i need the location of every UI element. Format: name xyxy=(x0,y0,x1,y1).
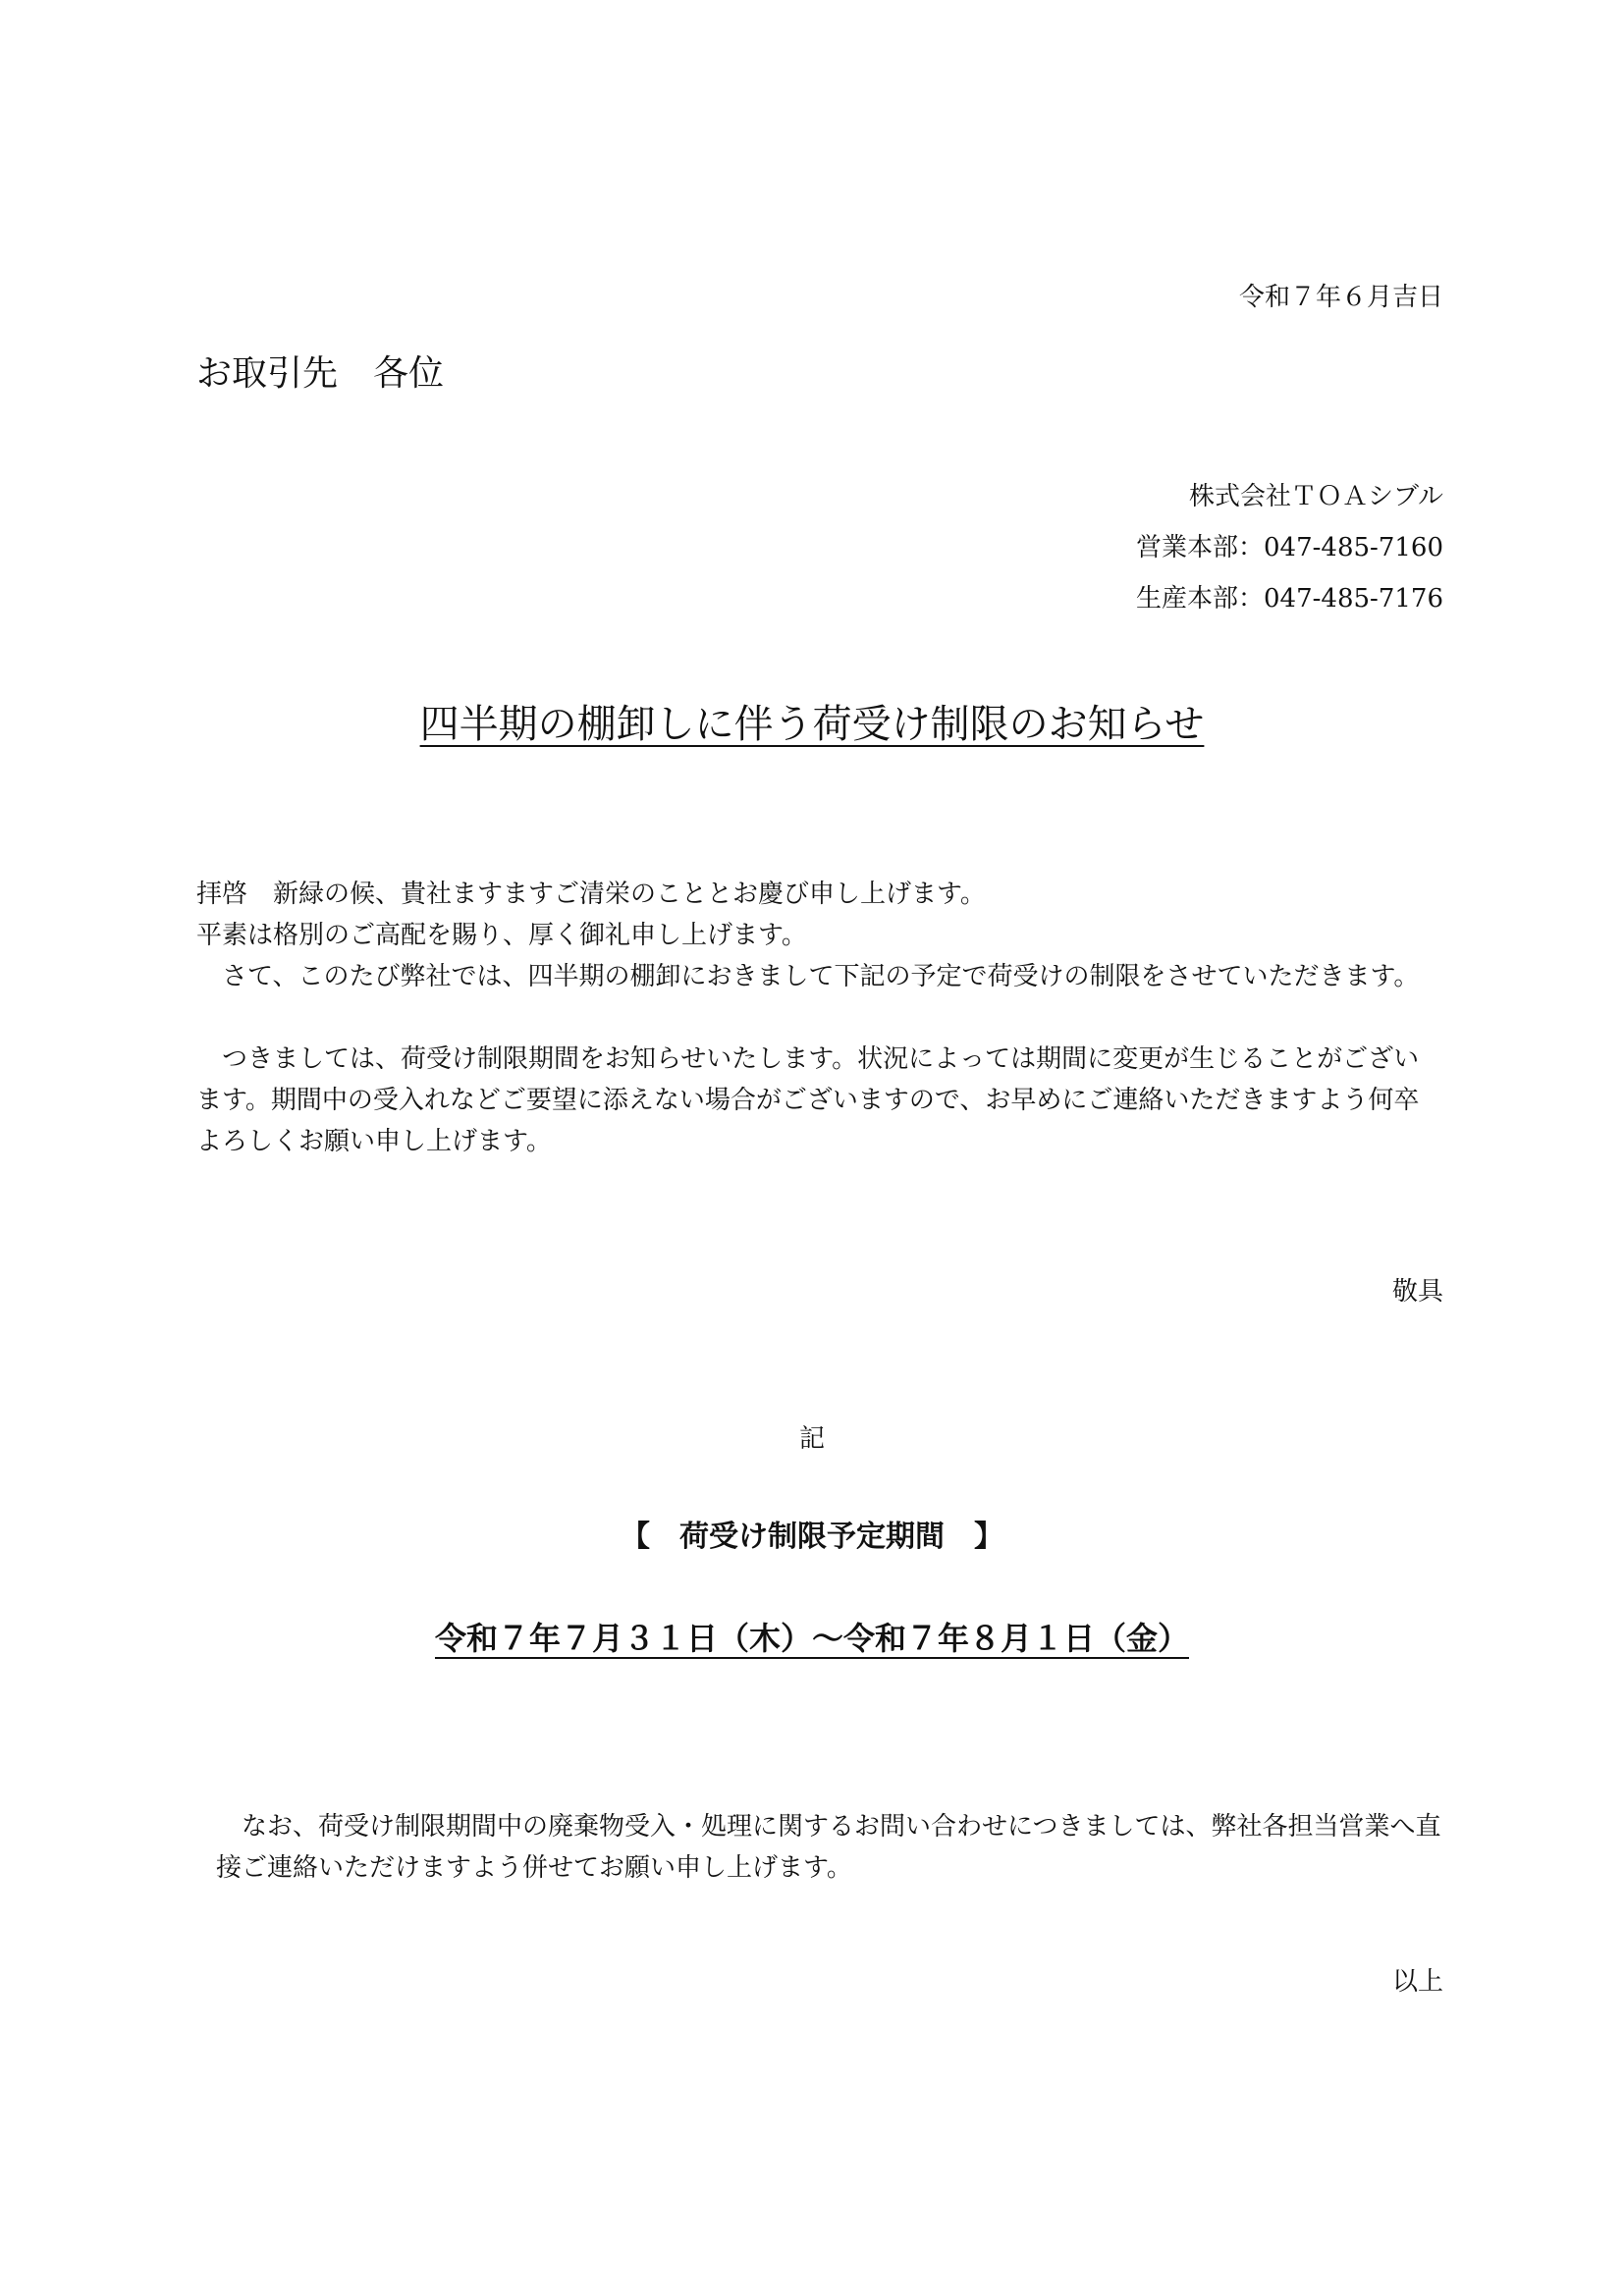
page-title-text: 四半期の棚卸しに伴う荷受け制限のお知らせ xyxy=(419,702,1205,747)
keigu-closing: 敬具 xyxy=(1391,1277,1443,1307)
letter-date: 令和７年６月吉日 xyxy=(1238,283,1443,312)
sender-company: 株式会社ＴＯＡシブル xyxy=(1189,482,1443,511)
ijou-closing: 以上 xyxy=(1391,1967,1443,1997)
body-paragraph-1: さて、このたび弊社では、四半期の棚卸におきまして下記の予定で荷受けの制限をさせていただきます。 xyxy=(222,962,1420,991)
sender-production-phone: 生産本部：047-485-7176 xyxy=(1136,584,1443,614)
restriction-period-text: 令和７年７月３１日（木）～令和７年８月１日（金） xyxy=(434,1620,1189,1657)
sender-sales-phone: 営業本部：047-485-7160 xyxy=(1136,533,1443,562)
body-paragraph-2: つきましては、荷受け制限期間をお知らせいたします。状況によっては期間に変更が生じることがございます。期間中の受入れなどご要望に添えない場合がございますので、お早めにご連絡いただきますよう何卒よろしくお願い申し上げます。 xyxy=(196,1044,1420,1156)
ki-marker: 記 xyxy=(798,1424,825,1454)
note-paragraph: なお、荷受け制限期間中の廃棄物受入・処理に関するお問い合わせにつきましては、弊社各担当営業へ直接ご連絡いただけますよう併せてお願い申し上げます。 xyxy=(216,1812,1441,1883)
thanks-line: 平素は格別のご高配を賜り、厚く御礼申し上げます。 xyxy=(196,921,807,950)
addressee: お取引先 各位 xyxy=(196,353,445,394)
page-title xyxy=(0,693,1624,749)
greeting-line: 拝啓 新緑の候、貴社ますますご清栄のこととお慶び申し上げます。 xyxy=(196,880,986,909)
section-heading: 【 荷受け制限予定期間 】 xyxy=(621,1520,1003,1554)
restriction-period xyxy=(0,1614,1624,1659)
